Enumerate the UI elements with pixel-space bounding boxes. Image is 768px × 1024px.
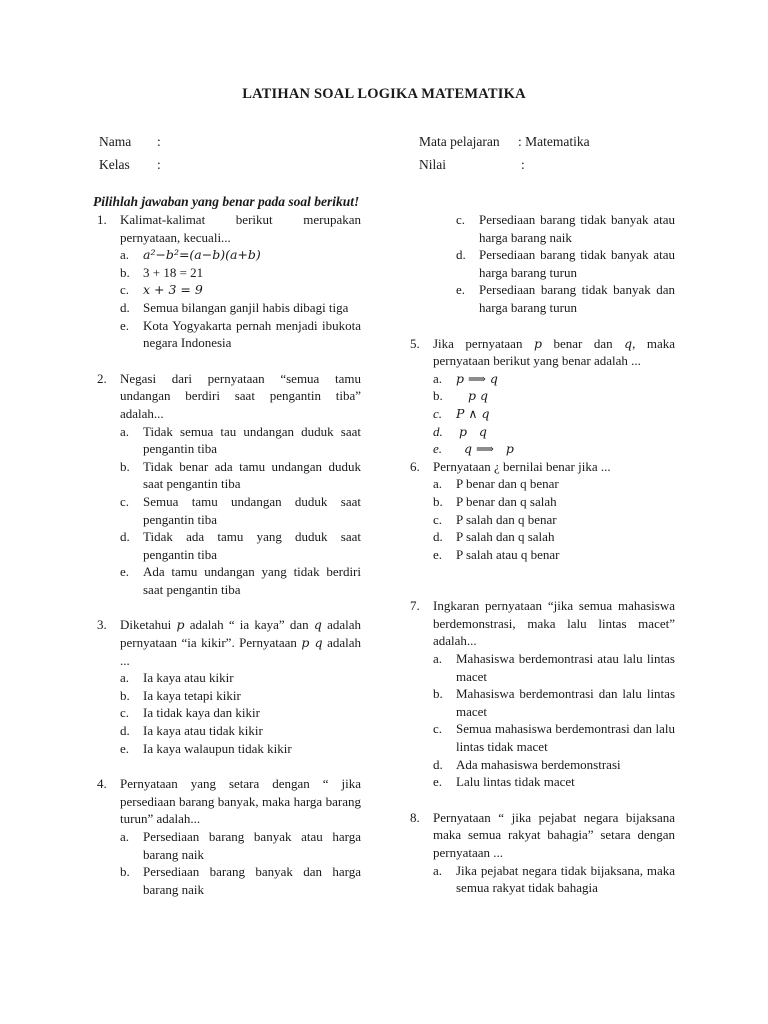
option-label: e. bbox=[120, 564, 130, 580]
option-b bbox=[433, 685, 675, 720]
option-label: b. bbox=[120, 864, 130, 880]
option-text: Ia kaya tetapi kikir bbox=[143, 687, 241, 703]
option-a bbox=[433, 650, 675, 685]
question-3 bbox=[97, 616, 361, 757]
option-text: P ∧ q bbox=[456, 405, 490, 421]
option-text: Ia tidak kaya dan kikir bbox=[143, 705, 260, 721]
option-label: c. bbox=[120, 705, 130, 721]
option-text: p q bbox=[459, 423, 487, 439]
question-8 bbox=[410, 809, 675, 897]
option-text: Ada tamu undangan yang tidak berdiri saat pengantin tiba bbox=[143, 564, 361, 597]
option-text: P salah atau q benar bbox=[456, 546, 560, 562]
option-b bbox=[120, 863, 361, 898]
option-text: p ⟹ q bbox=[456, 370, 498, 386]
question-text: Ingkaran pernyataan “jika semua mahasiswa berdemonstrasi, maka lalu lintas macet” adalah... bbox=[433, 598, 675, 649]
question-2 bbox=[97, 370, 361, 599]
option-label: b. bbox=[120, 687, 130, 703]
option-label: d. bbox=[456, 247, 466, 263]
option-label: a. bbox=[433, 862, 443, 878]
option-label: c. bbox=[120, 493, 130, 509]
question-text: Negasi dari pernyataan “semua tamu undangan berdiri saat pengantin tiba” adalah... bbox=[120, 370, 361, 421]
nilai-label: Nilai bbox=[419, 157, 446, 172]
option-text: Semua bilangan ganjil habis dibagi tiga bbox=[143, 299, 349, 315]
option-label: d. bbox=[120, 529, 130, 545]
option-text: P benar dan q benar bbox=[456, 476, 559, 492]
option-label: b. bbox=[120, 458, 130, 474]
option-label: a. bbox=[120, 829, 130, 844]
question-text: Kalimat-kalimat berikut merupakan pernyataan, kecuali... bbox=[120, 212, 361, 245]
option-label: d. bbox=[433, 423, 443, 439]
option-text: Mahasiswa berdemontrasi atau lalu lintas macet bbox=[456, 651, 675, 684]
option-text: P salah dan q benar bbox=[456, 511, 557, 527]
option-text: Lalu lintas tidak macet bbox=[456, 774, 575, 790]
option-c bbox=[120, 493, 361, 528]
option-b bbox=[120, 687, 361, 705]
option-a bbox=[120, 423, 361, 458]
question-number: 5. bbox=[410, 335, 420, 351]
right-column bbox=[410, 211, 676, 897]
kelas-label: Kelas bbox=[99, 157, 130, 172]
option-label: b. bbox=[433, 686, 443, 702]
question-7 bbox=[410, 597, 675, 791]
option-label: a. bbox=[433, 370, 443, 386]
option-text: Persediaan barang banyak atau harga barang naik bbox=[143, 829, 361, 862]
option-label: d. bbox=[120, 299, 130, 315]
option-label: c. bbox=[120, 282, 130, 298]
question-4 bbox=[97, 775, 361, 898]
option-label: c. bbox=[433, 511, 443, 527]
option-b bbox=[433, 387, 675, 405]
question-number: 7. bbox=[410, 598, 420, 614]
text-fragment: , maka pernyataan berikut yang benar adalah ... bbox=[433, 335, 676, 369]
option-c bbox=[456, 211, 675, 246]
option-text: Jika pejabat negara tidak bijaksana, maka semua rakyat tidak bahagia bbox=[456, 862, 675, 896]
option-e bbox=[433, 440, 675, 458]
option-text: Ia kaya walaupun tidak kikir bbox=[143, 740, 292, 756]
option-text: Persediaan barang tidak banyak atau harga barang naik bbox=[479, 212, 675, 245]
text-fragment: adalah “ ia kaya” dan bbox=[184, 617, 314, 633]
mapel-value: : Matematika bbox=[518, 134, 590, 149]
option-a bbox=[433, 475, 675, 493]
option-d bbox=[120, 528, 361, 563]
option-e bbox=[433, 773, 675, 791]
question-6 bbox=[410, 458, 675, 564]
nilai-colon: : bbox=[521, 157, 525, 172]
option-label: a. bbox=[433, 651, 443, 667]
option-label: e. bbox=[433, 774, 443, 790]
question-number: 2. bbox=[97, 370, 107, 386]
instruction: Pilihlah jawaban yang benar pada soal berikut! bbox=[93, 194, 360, 209]
option-text: Persediaan barang tidak banyak dan harga barang turun bbox=[479, 282, 675, 315]
option-e bbox=[433, 546, 675, 564]
question-number: 6. bbox=[410, 458, 420, 474]
option-e bbox=[456, 281, 675, 316]
option-label: a. bbox=[120, 247, 130, 263]
kelas-colon: : bbox=[157, 157, 161, 172]
option-label: a. bbox=[120, 423, 130, 439]
text-fragment: Diketahui bbox=[120, 617, 177, 633]
option-label: a. bbox=[433, 476, 443, 492]
option-text: P salah dan q salah bbox=[456, 529, 555, 545]
option-text: Persediaan barang banyak dan harga barang naik bbox=[143, 864, 361, 897]
option-text: x + 3 = 9 bbox=[143, 282, 203, 298]
option-a bbox=[120, 246, 361, 264]
option-label: e. bbox=[433, 546, 443, 562]
text-fragment: adalah pernyataan “ia kikir”. Pernyataan bbox=[120, 617, 361, 651]
question-text bbox=[433, 335, 675, 370]
option-text: Tidak benar ada tamu undangan duduk saat pengantin tiba bbox=[143, 458, 361, 492]
page-title: LATIHAN SOAL LOGIKA MATEMATIKA bbox=[242, 86, 526, 102]
option-label: c. bbox=[433, 721, 443, 737]
option-text: Ia kaya atau tidak kikir bbox=[143, 723, 263, 739]
option-text: Tidak semua tau undangan duduk saat pengantin tiba bbox=[143, 423, 361, 457]
option-c bbox=[120, 704, 361, 722]
option-label: e. bbox=[433, 441, 443, 457]
option-e bbox=[120, 563, 361, 598]
option-text: Kota Yogyakarta pernah menjadi ibukota negara Indonesia bbox=[143, 317, 361, 351]
option-text: Semua mahasiswa berdemontrasi dan lalu lintas tidak macet bbox=[456, 721, 675, 755]
question-number: 3. bbox=[97, 617, 107, 633]
option-a bbox=[433, 370, 675, 388]
text-fragment: adalah ... bbox=[120, 635, 362, 668]
option-d bbox=[433, 756, 675, 774]
option-text: Ia kaya atau kikir bbox=[143, 670, 234, 686]
option-text: Tidak ada tamu yang duduk saat pengantin tiba bbox=[143, 529, 361, 562]
question-text: Pernyataan ¿ bernilai benar jika ... bbox=[433, 458, 611, 474]
option-label: e. bbox=[456, 282, 466, 298]
option-c bbox=[120, 281, 361, 299]
option-a bbox=[120, 669, 361, 687]
mapel-label: Mata pelajaran bbox=[419, 134, 500, 149]
math-expression: p q bbox=[301, 635, 323, 651]
question-number: 4. bbox=[97, 776, 107, 792]
text-fragment: Jika pernyataan bbox=[433, 335, 534, 351]
option-d bbox=[433, 528, 675, 546]
option-label: e. bbox=[120, 740, 130, 756]
question-text bbox=[120, 616, 361, 669]
option-label: a. bbox=[120, 670, 130, 686]
nama-label: Nama bbox=[99, 134, 132, 149]
option-b bbox=[433, 493, 675, 511]
question-text: Pernyataan yang setara dengan “ jika persediaan barang banyak, maka harga barang turun” adalah... bbox=[120, 776, 361, 827]
option-text: a²−b²=(a−b)(a+b) bbox=[143, 247, 261, 263]
option-label: d. bbox=[120, 723, 130, 739]
option-label: c. bbox=[433, 405, 443, 421]
option-label: c. bbox=[456, 212, 466, 227]
option-d bbox=[456, 246, 675, 281]
question-text: Pernyataan “ jika pejabat negara bijaksana maka semua rakyat bahagia” setara dengan pernyataan ... bbox=[433, 809, 675, 860]
option-b bbox=[120, 264, 361, 282]
math-variable: q bbox=[624, 335, 633, 351]
option-e bbox=[120, 317, 361, 352]
question-number: 8. bbox=[410, 809, 420, 825]
option-label: d. bbox=[433, 529, 443, 545]
left-column bbox=[97, 211, 361, 898]
nama-colon: : bbox=[157, 134, 161, 149]
option-e bbox=[120, 740, 361, 758]
option-text: q ⟹ p bbox=[464, 441, 514, 457]
option-text: Ada mahasiswa berdemonstrasi bbox=[456, 756, 621, 772]
option-text: 3 + 18 = 21 bbox=[143, 264, 204, 280]
math-variable: p bbox=[533, 335, 542, 351]
question-5 bbox=[410, 335, 675, 458]
option-a bbox=[120, 828, 361, 863]
option-d bbox=[120, 722, 361, 740]
option-label: b. bbox=[120, 264, 130, 280]
option-a bbox=[433, 862, 675, 897]
option-label: b. bbox=[433, 493, 443, 509]
option-c bbox=[433, 720, 675, 755]
option-b bbox=[120, 458, 361, 493]
option-label: b. bbox=[433, 388, 443, 404]
option-d bbox=[120, 299, 361, 317]
math-variable: q bbox=[313, 617, 322, 633]
option-label: e. bbox=[120, 317, 130, 333]
question-number: 1. bbox=[97, 212, 107, 227]
option-text: Mahasiswa berdemontrasi dan lalu lintas macet bbox=[456, 686, 675, 719]
option-c bbox=[433, 511, 675, 529]
option-d bbox=[433, 423, 675, 441]
option-text: Semua tamu undangan duduk saat pengantin tiba bbox=[143, 493, 361, 527]
math-variable: p bbox=[176, 617, 185, 633]
option-text: P benar dan q salah bbox=[456, 493, 557, 509]
text-fragment: benar dan bbox=[541, 335, 625, 351]
question-4-continued bbox=[433, 211, 675, 317]
option-text: Persediaan barang tidak banyak atau harga barang turun bbox=[479, 247, 675, 280]
option-text: p q bbox=[468, 388, 488, 404]
option-c bbox=[433, 405, 675, 423]
option-label: d. bbox=[433, 756, 443, 772]
question-1 bbox=[97, 211, 361, 352]
